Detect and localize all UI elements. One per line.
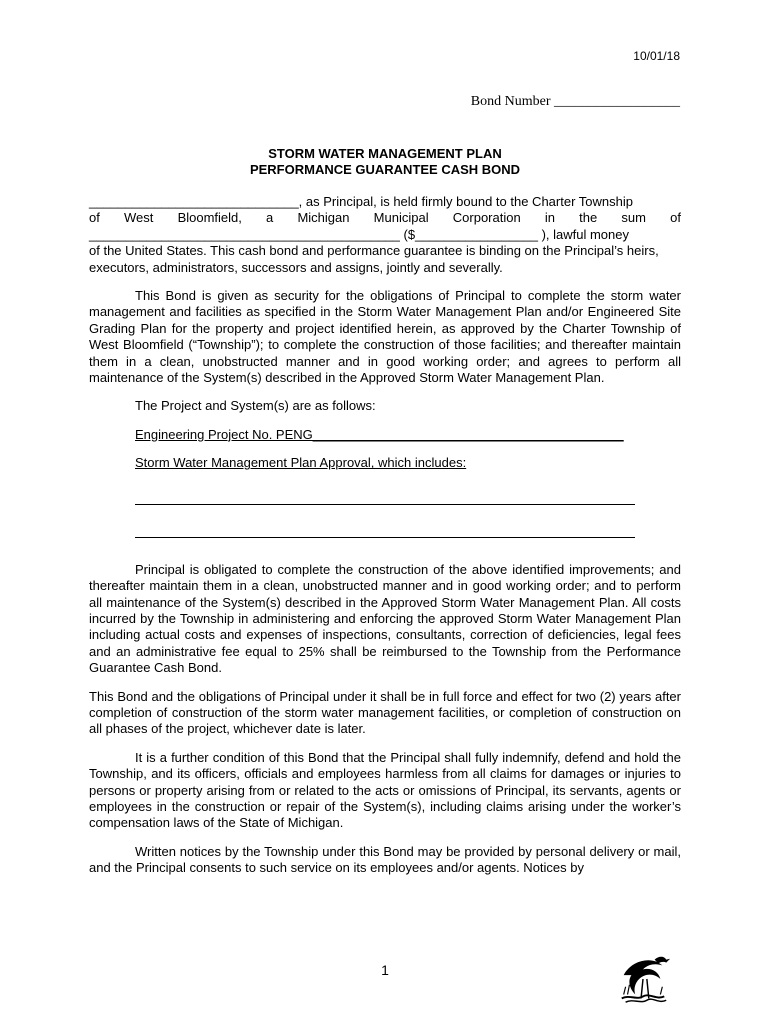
- document-date: 10/01/18: [633, 49, 680, 63]
- title-line-2: PERFORMANCE GUARANTEE CASH BOND: [249, 162, 521, 177]
- blank-line-2: [135, 523, 635, 538]
- principal-line: _____________________________, as Principal, is held firmly bound to the Charter Township: [89, 194, 633, 209]
- binding-text: of the United States. This cash bond and performance guarantee is binding on the Principal’s heirs, executors, administrators, successors and assigns, jointly and severally.: [89, 243, 659, 275]
- sum-line: ___________________________________________ ($_________________ ), lawful money: [89, 226, 630, 242]
- page-number: 1: [381, 962, 389, 978]
- blank-line-1: [135, 490, 635, 505]
- project-systems-label: The Project and System(s) are as follows:: [135, 398, 376, 414]
- notices-paragraph: Written notices by the Township under this Bond may be provided by personal delivery or mail, and the Principal consents to such service on its employees and/or agents. Notices by: [89, 843, 681, 876]
- document-body: [89, 194, 681, 877]
- title-line-1: STORM WATER MANAGEMENT PLAN: [268, 146, 502, 161]
- indemnify-paragraph: It is a further condition of this Bond that the Principal shall fully indemnify, defend and hold the Township, and its officers, officials and employees harmless from all claims for damages or injuries to persons or property arising from or related to the acts or omissions of Principal, its servants, agents or employees in the construction or repair of the System(s), including claims arising under the worker’s compensation laws of the State of Michigan.: [89, 749, 681, 831]
- approval-text: Storm Water Management Plan Approval, which includes:: [135, 455, 467, 471]
- heron-logo-icon: [614, 950, 672, 1008]
- township-line: [89, 210, 681, 226]
- document-title: [0, 146, 770, 178]
- obligation-paragraph: Principal is obligated to complete the construction of the above identified improvements; and thereafter maintain them in a clean, unobstructed manner and in good working order; and to perform all maintenance of the System(s) described in the Approved Storm Water Management Plan. All costs incurred by the Township in administering and enforcing the approved Storm Water Management Plan including actual costs and expenses of inspections, consultants, correction of deficiencies, legal fees and an administrative fee equal to 25% shall be reimbursed to the Township from the Performance Guarantee Cash Bond.: [89, 561, 681, 676]
- engineering-project-text: Engineering Project No. PENG___________________________________________: [135, 426, 624, 442]
- security-paragraph: This Bond is given as security for the obligations of Principal to complete the storm water management and facilities as specified in the Storm Water Management Plan and/or Engineered Site Grading Plan for the property and project identified herein, as approved by the Charter Township of West Bloomfield (“Township”); to complete the construction of those facilities; and thereafter maintain them in a clean, unobstructed manner and in good working order; and agrees to perform all maintenance of the System(s) described in the Approved Storm Water Management Plan.: [89, 288, 681, 386]
- engineering-project-line: [135, 427, 681, 443]
- approval-line: [135, 455, 681, 471]
- bond-number-field: Bond Number __________________: [470, 94, 680, 109]
- duration-paragraph: This Bond and the obligations of Principal under it shall be in full force and effect for two (2) years after completion of construction of the storm water management facilities, or completion of construction on all phases of the project, whichever date is later.: [89, 688, 681, 737]
- township-line-text: of West Bloomfield, a Michigan Municipal Corporation in the sum of: [89, 210, 681, 226]
